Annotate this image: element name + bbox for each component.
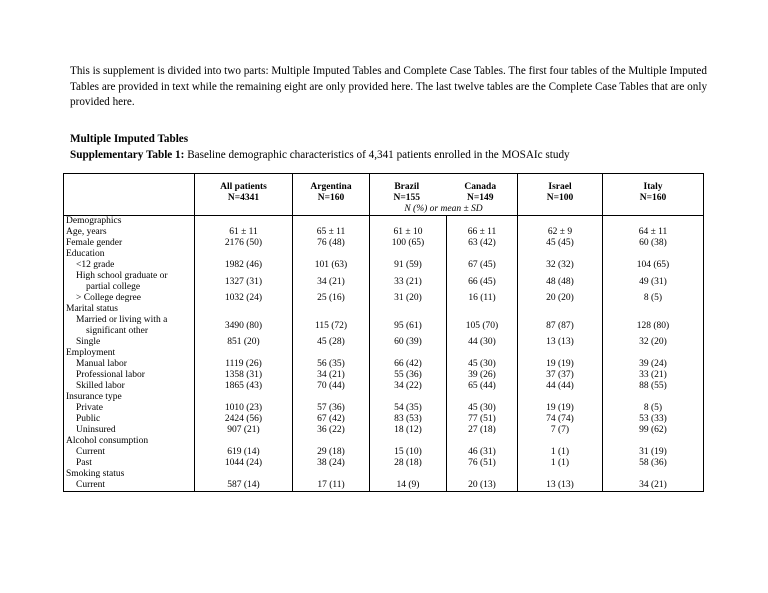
header-argentina: Argentina N=160: [293, 174, 370, 216]
table-cell: 34 (21): [317, 277, 345, 287]
table-cell: 115 (72): [314, 321, 348, 331]
table-cell: 2424 (56): [224, 414, 263, 424]
table-cell: [293, 249, 369, 260]
table-cell: [370, 392, 446, 403]
row-label-text: Professional labor: [76, 370, 145, 380]
row-label: [66, 469, 194, 480]
table-cell: 37 (37): [546, 370, 574, 380]
table-cell: 91 (59): [394, 260, 422, 270]
row-label-text: Marital status: [66, 304, 118, 314]
table-cell: [447, 392, 517, 403]
table-caption-text: Baseline demographic characteristics of 4,341 patients enrolled in the MOSAIc study: [187, 149, 570, 161]
row-label: [66, 238, 194, 249]
table-cell: [370, 348, 446, 359]
table-cell: 1119 (26): [225, 359, 262, 369]
row-label-text: Skilled labor: [76, 381, 125, 391]
table-cell: 38 (24): [317, 458, 345, 468]
table-cell: 1327 (31): [224, 277, 263, 287]
table-cell: 31 (20): [394, 293, 422, 303]
table-cell: 36 (22): [317, 425, 345, 435]
table-cell: 32 (32): [546, 260, 574, 270]
table-cell: [195, 249, 292, 260]
column-brazil: [370, 216, 447, 492]
table-cell: 77 (51): [468, 414, 496, 424]
table-cell: [518, 216, 602, 227]
row-label-text: Demographics: [66, 216, 122, 226]
row-label: [66, 348, 194, 359]
table-cell: 16 (11): [468, 293, 496, 303]
row-label-text: <12 grade: [76, 260, 115, 270]
header-all-patients: All patients N=4341: [195, 174, 293, 216]
table-cell: [293, 392, 369, 403]
table-cell: [293, 304, 369, 315]
row-label-text: Single: [76, 337, 101, 347]
table-cell: 60 (38): [639, 238, 667, 248]
row-label-text: Current: [76, 480, 106, 490]
row-label-text-continued: partial college: [86, 282, 141, 292]
row-label: [66, 304, 194, 315]
table-cell: 34 (22): [394, 381, 422, 391]
column-argentina: [293, 216, 370, 492]
row-label-text: Employment: [66, 348, 116, 358]
table-cell: 83 (53): [394, 414, 422, 424]
table-cell: 29 (18): [317, 447, 345, 457]
column-italy: [603, 216, 704, 492]
table-cell: 18 (12): [394, 425, 422, 435]
column-israel: [518, 216, 603, 492]
table-cell: 907 (21): [227, 425, 260, 435]
table-caption: [70, 149, 570, 161]
header-brazil: Brazil N=155: [393, 182, 421, 203]
row-label: [66, 447, 194, 458]
table-cell: 76 (51): [468, 458, 496, 468]
table-cell: 32 (20): [639, 337, 667, 347]
row-label-text: Manual labor: [76, 359, 127, 369]
table-cell: 45 (45): [546, 238, 574, 248]
table-cell: [447, 436, 517, 447]
table-body-row: [64, 216, 704, 492]
table-cell: 87 (87): [546, 321, 574, 331]
table-cell: 2176 (50): [224, 238, 263, 248]
table-cell: 105 (70): [465, 321, 499, 331]
table-cell: 1982 (46): [224, 260, 263, 270]
column-canada: [447, 216, 518, 492]
table-cell: 61 ± 10: [393, 227, 423, 237]
table-cell: [195, 436, 292, 447]
table-cell: 65 (44): [468, 381, 496, 391]
row-label: [66, 271, 194, 293]
table-cell: 62 ± 9: [547, 227, 573, 237]
table-cell: 101 (63): [314, 260, 348, 270]
row-label: [66, 458, 194, 469]
table-cell: [518, 348, 602, 359]
table-cell: 28 (18): [394, 458, 422, 468]
table-cell: 67 (45): [468, 260, 496, 270]
row-label: [66, 414, 194, 425]
row-label: [66, 403, 194, 414]
table-cell: 66 (45): [468, 277, 496, 287]
table-cell: 1 (1): [550, 447, 570, 457]
table-cell: 17 (11): [317, 480, 345, 490]
table-cell: [518, 436, 602, 447]
row-label: [66, 480, 194, 491]
table-cell: 58 (36): [639, 458, 667, 468]
table-cell: [603, 469, 703, 480]
row-label-text: Past: [76, 458, 92, 468]
row-label-text: Current: [76, 447, 106, 457]
table-cell: [447, 469, 517, 480]
table-cell: 39 (24): [639, 359, 667, 369]
table-cell: 44 (44): [546, 381, 574, 391]
row-label-text: Age, years: [66, 227, 107, 237]
row-label-text: Female gender: [66, 238, 123, 248]
section-title: Multiple Imputed Tables: [70, 133, 189, 145]
table-cell: [370, 216, 446, 227]
table-cell: 851 (20): [227, 337, 260, 347]
row-label-text: > College degree: [76, 293, 141, 303]
table-cell: 33 (21): [639, 370, 667, 380]
table-cell: 1358 (31): [224, 370, 263, 380]
table-cell: 20 (20): [546, 293, 574, 303]
table-cell: 46 (31): [468, 447, 496, 457]
table-caption-label: Supplementary Table 1:: [70, 149, 185, 161]
row-label-text: Insurance type: [66, 392, 122, 402]
table-cell: 57 (36): [317, 403, 345, 413]
table-cell: 7 (7): [550, 425, 570, 435]
table-cell: 1010 (23): [224, 403, 263, 413]
row-label-text: Private: [76, 403, 103, 413]
table-cell: [518, 469, 602, 480]
table-cell: [603, 348, 703, 359]
table-cell: [293, 216, 369, 227]
row-label-text: Smoking status: [66, 469, 125, 479]
table-cell: 76 (48): [317, 238, 345, 248]
row-label-text: Public: [76, 414, 101, 424]
table-cell: 1044 (24): [224, 458, 263, 468]
row-label-text: High school graduate or: [76, 271, 168, 281]
table-cell: 13 (13): [546, 337, 574, 347]
table-cell: [370, 469, 446, 480]
table-cell: 1 (1): [550, 458, 570, 468]
row-label: [66, 436, 194, 447]
table-cell: 99 (62): [639, 425, 667, 435]
table-cell: [447, 249, 517, 260]
table-cell: 65 ± 11: [316, 227, 346, 237]
table-cell: 19 (19): [546, 403, 574, 413]
table-cell: [603, 216, 703, 227]
table-cell: [518, 249, 602, 260]
row-label: [66, 293, 194, 304]
row-label: [66, 337, 194, 348]
row-label: [66, 249, 194, 260]
table-cell: 619 (14): [227, 447, 260, 457]
table-cell: 31 (19): [639, 447, 667, 457]
table-cell: 34 (21): [317, 370, 345, 380]
table-cell: [447, 348, 517, 359]
table-cell: 25 (16): [317, 293, 345, 303]
table-cell: 1032 (24): [224, 293, 263, 303]
table-cell: 100 (65): [391, 238, 425, 248]
table-cell: [603, 392, 703, 403]
table-cell: 54 (35): [394, 403, 422, 413]
table-cell: [293, 469, 369, 480]
row-label: [66, 359, 194, 370]
table-cell: [293, 436, 369, 447]
table-cell: 64 ± 11: [638, 227, 668, 237]
row-label: [66, 381, 194, 392]
table-cell: 95 (61): [394, 321, 422, 331]
table-cell: 3490 (80): [224, 321, 263, 331]
column-all-patients: [195, 216, 293, 492]
table-cell: [603, 249, 703, 260]
row-labels-column: [64, 216, 195, 492]
table-cell: [370, 436, 446, 447]
table-cell: [370, 304, 446, 315]
row-label: [66, 260, 194, 271]
row-label: [66, 392, 194, 403]
table-cell: 66 ± 11: [467, 227, 497, 237]
table-cell: 55 (36): [394, 370, 422, 380]
table-cell: 34 (21): [639, 480, 667, 490]
table-cell: 44 (30): [468, 337, 496, 347]
table-cell: 587 (14): [227, 480, 260, 490]
table-cell: [195, 392, 292, 403]
table-cell: 1865 (43): [224, 381, 263, 391]
table-cell: [518, 304, 602, 315]
table-cell: 27 (18): [468, 425, 496, 435]
table-cell: 66 (42): [394, 359, 422, 369]
table-cell: 70 (44): [317, 381, 345, 391]
table-cell: 49 (31): [639, 277, 667, 287]
table-cell: [293, 348, 369, 359]
table-cell: [195, 304, 292, 315]
table-cell: 128 (80): [636, 321, 670, 331]
row-label-text-continued: significant other: [86, 326, 148, 336]
table-cell: 39 (26): [468, 370, 496, 380]
row-label-text: Married or living with a: [76, 315, 168, 325]
table-cell: 67 (42): [317, 414, 345, 424]
table-cell: 60 (39): [394, 337, 422, 347]
header-italy: Italy N=160: [603, 174, 704, 216]
row-label: [66, 370, 194, 381]
table-cell: [518, 392, 602, 403]
table-cell: 45 (30): [468, 359, 496, 369]
table-cell: [447, 304, 517, 315]
table-cell: [603, 436, 703, 447]
row-label: [66, 216, 194, 227]
table-cell: [370, 249, 446, 260]
table-cell: 45 (28): [317, 337, 345, 347]
table-cell: 56 (35): [317, 359, 345, 369]
table-cell: 61 ± 11: [229, 227, 258, 237]
table-cell: [195, 216, 292, 227]
row-label: [66, 315, 194, 337]
table-cell: 33 (21): [394, 277, 422, 287]
table-header-row: [64, 174, 704, 216]
table-cell: [195, 469, 292, 480]
table-cell: [195, 348, 292, 359]
header-canada: Canada N=149: [464, 182, 497, 203]
row-label-text: Alcohol consumption: [66, 436, 149, 446]
table-cell: [603, 304, 703, 315]
table-cell: 15 (10): [394, 447, 422, 457]
header-israel: Israel N=100: [518, 174, 603, 216]
header-empty-cell: [64, 174, 195, 216]
row-label-text: Uninsured: [76, 425, 116, 435]
row-label: [66, 425, 194, 436]
row-label: [66, 227, 194, 238]
table-cell: 19 (19): [546, 359, 574, 369]
table-cell: 8 (5): [643, 293, 663, 303]
header-brazil-canada: [370, 174, 518, 216]
row-label-text: Education: [66, 249, 105, 259]
table-cell: 88 (55): [639, 381, 667, 391]
table-cell: [447, 216, 517, 227]
table-cell: 8 (5): [643, 403, 663, 413]
table-subheader: N (%) or mean ± SD: [404, 204, 483, 214]
intro-paragraph: This is supplement is divided into two parts: Multiple Imputed Tables and Complete Case Tables. The first four tables of the Multiple Imputed Tables are provided in text while the remaining eight are only provided here. The last twelve tables are the Complete Case Tables that are only provided here.: [70, 65, 708, 108]
table-cell: 45 (30): [468, 403, 496, 413]
table-cell: 74 (74): [546, 414, 574, 424]
table-cell: 14 (9): [396, 480, 420, 490]
table-cell: 53 (33): [639, 414, 667, 424]
table-cell: 104 (65): [636, 260, 670, 270]
table-cell: 48 (48): [546, 277, 574, 287]
table-cell: 13 (13): [546, 480, 574, 490]
table-cell: 63 (42): [468, 238, 496, 248]
table-cell: 20 (13): [468, 480, 496, 490]
demographics-table: [63, 173, 704, 492]
